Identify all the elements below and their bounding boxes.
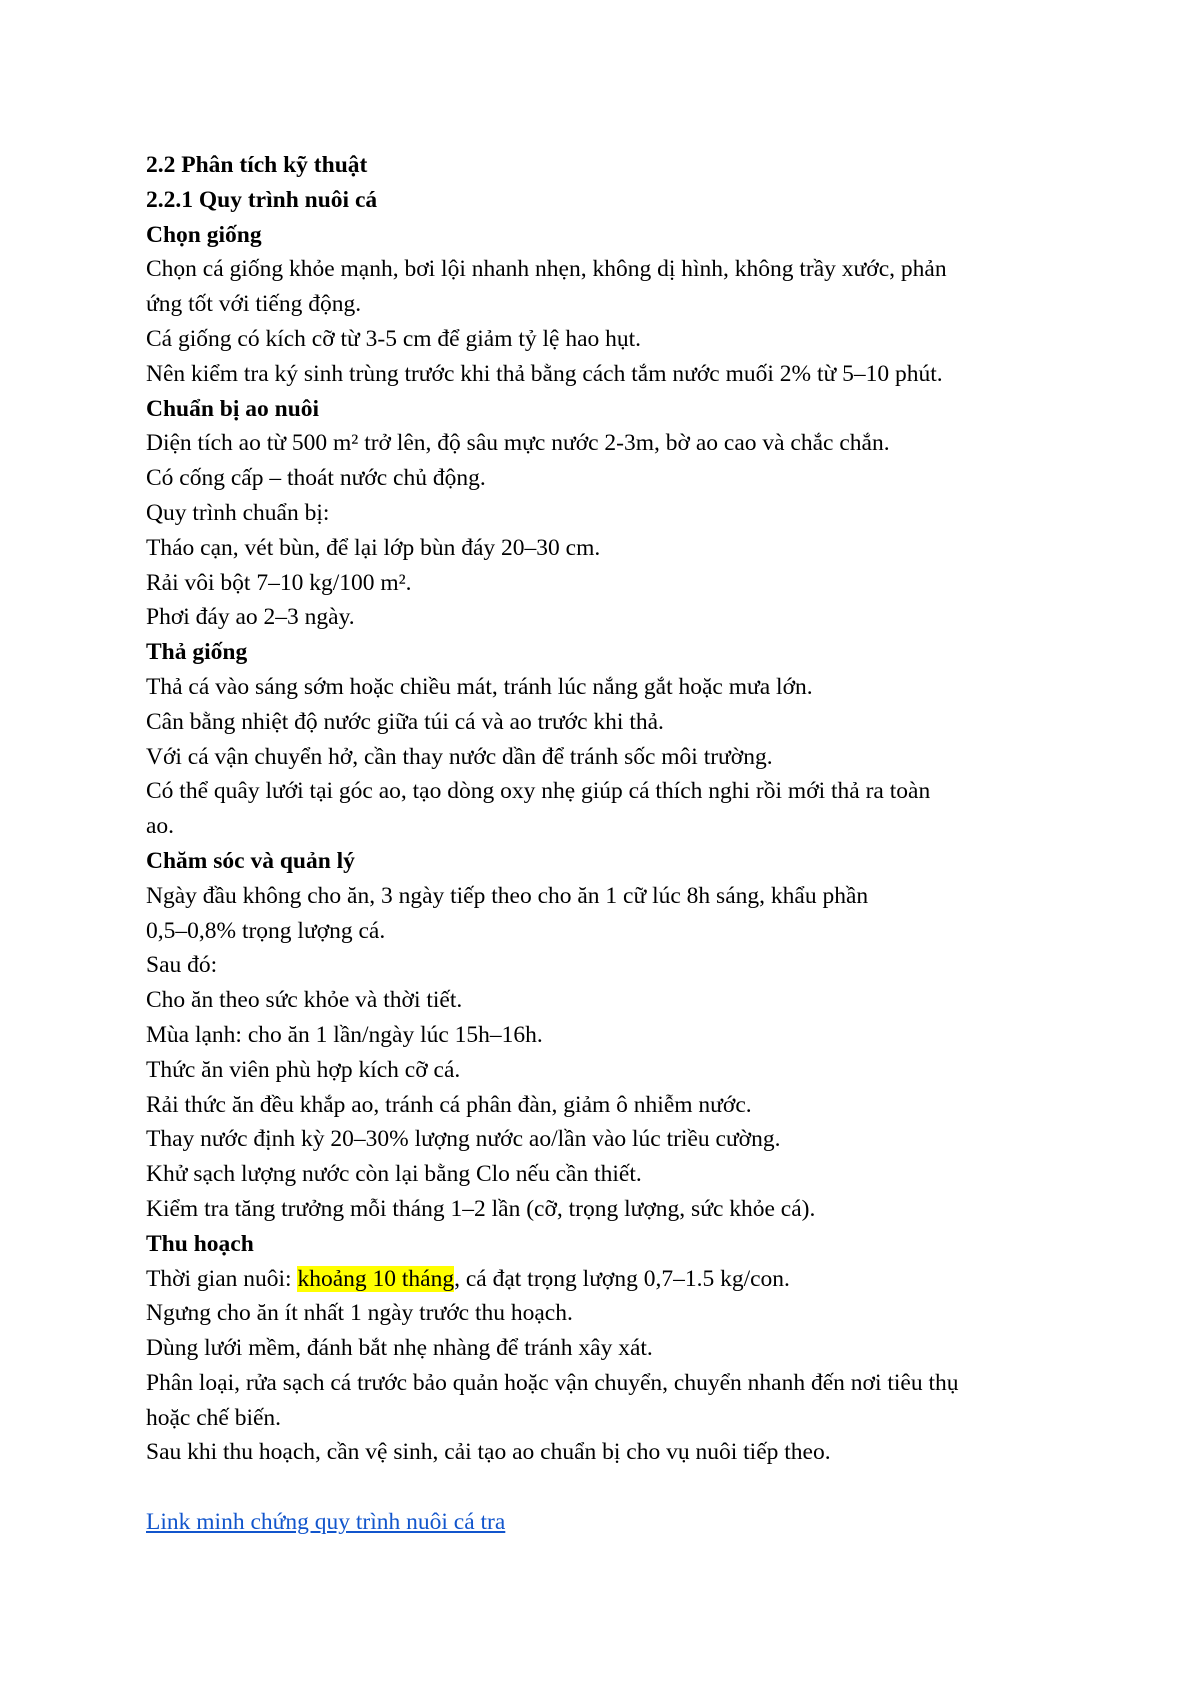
heading-thu-hoach: Thu hoạch (146, 1230, 254, 1257)
paragraph-line: Diện tích ao từ 500 m² trở lên, độ sâu mực nước 2-3m, bờ ao cao và chắc chắn. (146, 430, 890, 457)
paragraph-line: ứng tốt với tiếng động. (146, 291, 362, 318)
paragraph-line: Mùa lạnh: cho ăn 1 lần/ngày lúc 15h–16h. (146, 1021, 543, 1048)
heading-chon-giong: Chọn giống (146, 221, 262, 248)
paragraph-line: Rải thức ăn đều khắp ao, tránh cá phân đàn, giảm ô nhiễm nước. (146, 1091, 752, 1118)
text-run: Thời gian nuôi: (146, 1265, 298, 1292)
paragraph-line: Quy trình chuẩn bị: (146, 499, 330, 526)
paragraph-line: Ngưng cho ăn ít nhất 1 ngày trước thu hoạch. (146, 1300, 573, 1327)
evidence-link-line (146, 1505, 1076, 1540)
paragraph-line: Thay nước định kỳ 20–30% lượng nước ao/lần vào lúc triều cường. (146, 1126, 781, 1153)
blank-line (146, 1470, 1076, 1505)
paragraph-line: Kiểm tra tăng trưởng mỗi tháng 1–2 lần (cỡ, trọng lượng, sức khỏe cá). (146, 1195, 816, 1222)
paragraph-line: Phân loại, rửa sạch cá trước bảo quản hoặc vận chuyển, chuyển nhanh đến nơi tiêu thụ (146, 1369, 959, 1396)
paragraph-line: Sau đó: (146, 952, 218, 979)
evidence-link[interactable]: Link minh chứng quy trình nuôi cá tra (146, 1509, 506, 1536)
paragraph-line: Thả cá vào sáng sớm hoặc chiều mát, tránh lúc nắng gắt hoặc mưa lớn. (146, 673, 813, 700)
paragraph-line: Tháo cạn, vét bùn, để lại lớp bùn đáy 20–30 cm. (146, 534, 601, 561)
paragraph-line: Có cống cấp – thoát nước chủ động. (146, 465, 486, 492)
paragraph-line: Cân bằng nhiệt độ nước giữa túi cá và ao trước khi thả. (146, 708, 664, 735)
paragraph-line: Phơi đáy ao 2–3 ngày. (146, 604, 355, 631)
paragraph-line: Rải vôi bột 7–10 kg/100 m². (146, 569, 412, 596)
paragraph-line: Cá giống có kích cỡ từ 3-5 cm để giảm tỷ lệ hao hụt. (146, 325, 642, 352)
paragraph-line: Chọn cá giống khỏe mạnh, bơi lội nhanh nhẹn, không dị hình, không trầy xước, phản (146, 256, 947, 283)
paragraph-line: Với cá vận chuyển hở, cần thay nước dần để tránh sốc môi trường. (146, 743, 773, 770)
paragraph-line-harvest-time (146, 1262, 1076, 1297)
text-run: , cá đạt trọng lượng 0,7–1.5 kg/con. (454, 1265, 790, 1292)
paragraph-line: Thức ăn viên phù hợp kích cỡ cá. (146, 1056, 461, 1083)
paragraph-line: Có thể quây lưới tại góc ao, tạo dòng oxy nhẹ giúp cá thích nghi rồi mới thả ra toàn (146, 778, 931, 805)
heading-2-2: 2.2 Phân tích kỹ thuật (146, 152, 368, 178)
heading-cham-soc-quan-ly: Chăm sóc và quản lý (146, 847, 355, 874)
paragraph-line: hoặc chế biến. (146, 1404, 282, 1431)
heading-tha-giong: Thả giống (146, 639, 248, 666)
paragraph-line: Nên kiểm tra ký sinh trùng trước khi thả bằng cách tắm nước muối 2% từ 5–10 phút. (146, 360, 943, 387)
paragraph-line: 0,5–0,8% trọng lượng cá. (146, 917, 386, 944)
paragraph-line: ao. (146, 813, 175, 840)
paragraph-line: Sau khi thu hoạch, cần vệ sinh, cải tạo ao chuẩn bị cho vụ nuôi tiếp theo. (146, 1439, 831, 1466)
heading-chuan-bi-ao-nuoi: Chuẩn bị ao nuôi (146, 395, 320, 422)
paragraph-line: Cho ăn theo sức khỏe và thời tiết. (146, 987, 463, 1014)
paragraph-line: Dùng lưới mềm, đánh bắt nhẹ nhàng để tránh xây xát. (146, 1335, 653, 1362)
document-page (146, 148, 1076, 1540)
paragraph-line: Khử sạch lượng nước còn lại bằng Clo nếu cần thiết. (146, 1161, 642, 1188)
heading-2-2-1: 2.2.1 Quy trình nuôi cá (146, 186, 378, 213)
highlighted-text: khoảng 10 tháng (297, 1265, 455, 1292)
paragraph-line: Ngày đầu không cho ăn, 3 ngày tiếp theo cho ăn 1 cữ lúc 8h sáng, khẩu phần (146, 882, 869, 909)
